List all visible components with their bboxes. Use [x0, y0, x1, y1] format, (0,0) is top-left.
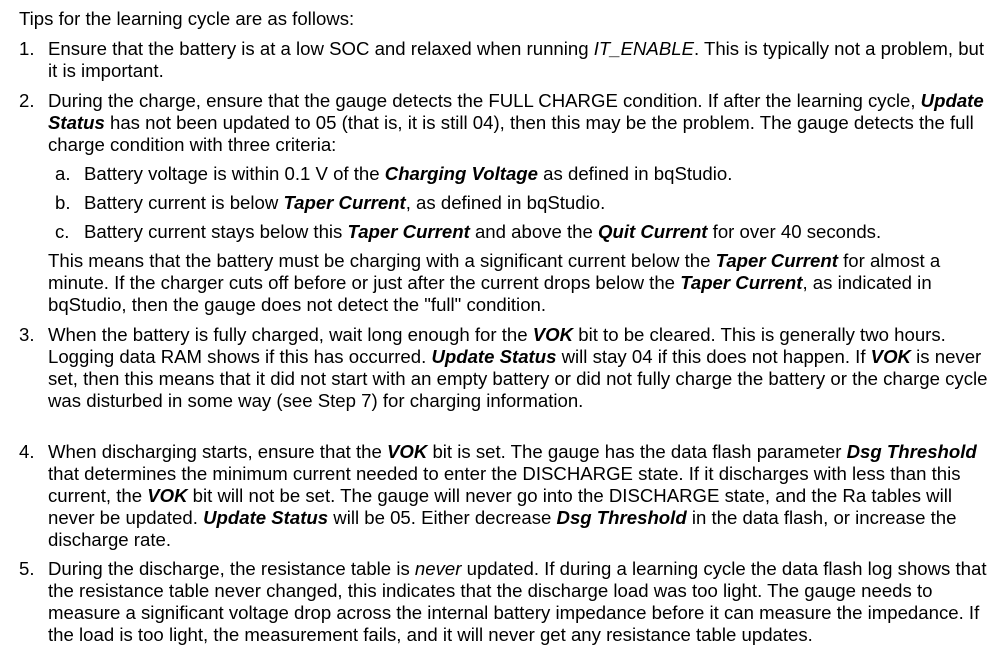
criteria-text	[84, 163, 732, 185]
text-run: is never set, then this means that it did not start with an empty battery or did not fully charge the battery or the charge cycle was disturbed in some way (see Step 7) for charging information.	[48, 346, 988, 411]
list-item	[0, 441, 990, 551]
emphasis-term: Update Status	[431, 346, 557, 367]
list-item	[0, 90, 990, 316]
text-run: When discharging starts, ensure that the	[48, 441, 387, 462]
criteria-text	[84, 192, 605, 214]
text-run: Ensure that the battery is at a low SOC and relaxed when running	[48, 38, 594, 59]
emphasis-term: VOK	[870, 346, 911, 367]
emphasis-term: Update Status	[48, 90, 984, 133]
text-run: in the data flash, or increase the discharge rate.	[48, 507, 957, 550]
item-number: 1.	[19, 38, 35, 59]
item-text	[48, 324, 990, 412]
emphasis-term: Taper Current	[347, 221, 470, 242]
criteria-letter: c.	[55, 221, 70, 242]
text-run: Battery voltage is within 0.1 V of the	[84, 163, 385, 184]
text-run: When the battery is fully charged, wait long enough for the	[48, 324, 533, 345]
emphasis-term: Dsg Threshold	[846, 441, 977, 462]
emphasis-term: Update Status	[203, 507, 329, 528]
item-followup-text	[48, 250, 990, 316]
criteria-letter: a.	[55, 163, 71, 184]
text-run: , as defined in bqStudio.	[405, 192, 606, 213]
list-item	[0, 558, 990, 646]
text-run: . This is typically not a problem, but it is important.	[48, 38, 985, 81]
item-number: 2.	[19, 90, 35, 111]
emphasis-term: Taper Current	[680, 272, 803, 293]
text-run: has not been updated to 05 (that is, it is still 04), then this may be the problem. The gauge detects the full charge condition with three criteria:	[48, 112, 974, 155]
emphasis-term: Quit Current	[598, 221, 708, 242]
item-number: 3.	[19, 324, 35, 345]
criteria-letter: b.	[55, 192, 71, 213]
emphasis-term: Taper Current	[715, 250, 838, 271]
criteria-item	[48, 192, 990, 221]
emphasis-term: VOK	[387, 441, 428, 462]
text-run: updated. If during a learning cycle the data flash log shows that the resistance table never changed, this indicates that the discharge load was too light. The gauge needs to measure a significant voltage drop across the internal battery impedance before it can measure the impedance. If the load is too light, the measurement fails, and it will never get any resistance table updates.	[48, 558, 987, 645]
text-run: will be 05. Either decrease	[328, 507, 557, 528]
emphasis-term: VOK	[147, 485, 188, 506]
emphasis-term: Taper Current	[283, 192, 406, 213]
criteria-item	[48, 221, 990, 250]
text-run: During the charge, ensure that the gauge detects the FULL CHARGE condition. If after the learning cycle,	[48, 90, 921, 111]
text-run: as defined in bqStudio.	[538, 163, 733, 184]
text-run: bit to be cleared. This is generally two hours. Logging data RAM shows if this has occurred.	[48, 324, 946, 367]
text-run: that determines the minimum current needed to enter the DISCHARGE state. If it discharges with less than this current, the	[48, 463, 961, 506]
list-item	[0, 324, 990, 412]
text-run: and above the	[469, 221, 598, 242]
item-text	[48, 441, 990, 551]
text-run: will stay 04 if this does not happen. If	[556, 346, 871, 367]
criteria-item	[48, 163, 990, 192]
criteria-list	[48, 163, 990, 250]
text-run: During the discharge, the resistance table is	[48, 558, 415, 579]
intro-text: Tips for the learning cycle are as follows:	[19, 8, 355, 29]
item-text	[48, 558, 990, 646]
text-run: bit is set. The gauge has the data flash parameter	[427, 441, 847, 462]
text-run: Battery current stays below this	[84, 221, 348, 242]
emphasis-term: VOK	[532, 324, 574, 345]
emphasis-term: Dsg Threshold	[556, 507, 687, 528]
text-run: Battery current is below	[84, 192, 284, 213]
item-text	[48, 38, 990, 82]
list-item	[0, 38, 990, 82]
text-run: bit will not be set. The gauge will never go into the DISCHARGE state, and the Ra tables will never be updated.	[48, 485, 952, 528]
text-run: This means that the battery must be charging with a significant current below the	[48, 250, 716, 271]
emphasis-term: Charging Voltage	[384, 163, 539, 184]
item-number: 4.	[19, 441, 35, 462]
criteria-text	[84, 221, 881, 243]
item-text	[48, 90, 990, 156]
text-run: for almost a minute. If the charger cuts off before or just after the current drops below the	[48, 250, 941, 293]
italic-term: never	[414, 558, 462, 579]
item-number: 5.	[19, 558, 35, 579]
text-run: for over 40 seconds.	[707, 221, 882, 242]
italic-term: IT_ENABLE	[593, 38, 694, 59]
text-run: , as indicated in bqStudio, then the gauge does not detect the "full" condition.	[48, 272, 932, 315]
